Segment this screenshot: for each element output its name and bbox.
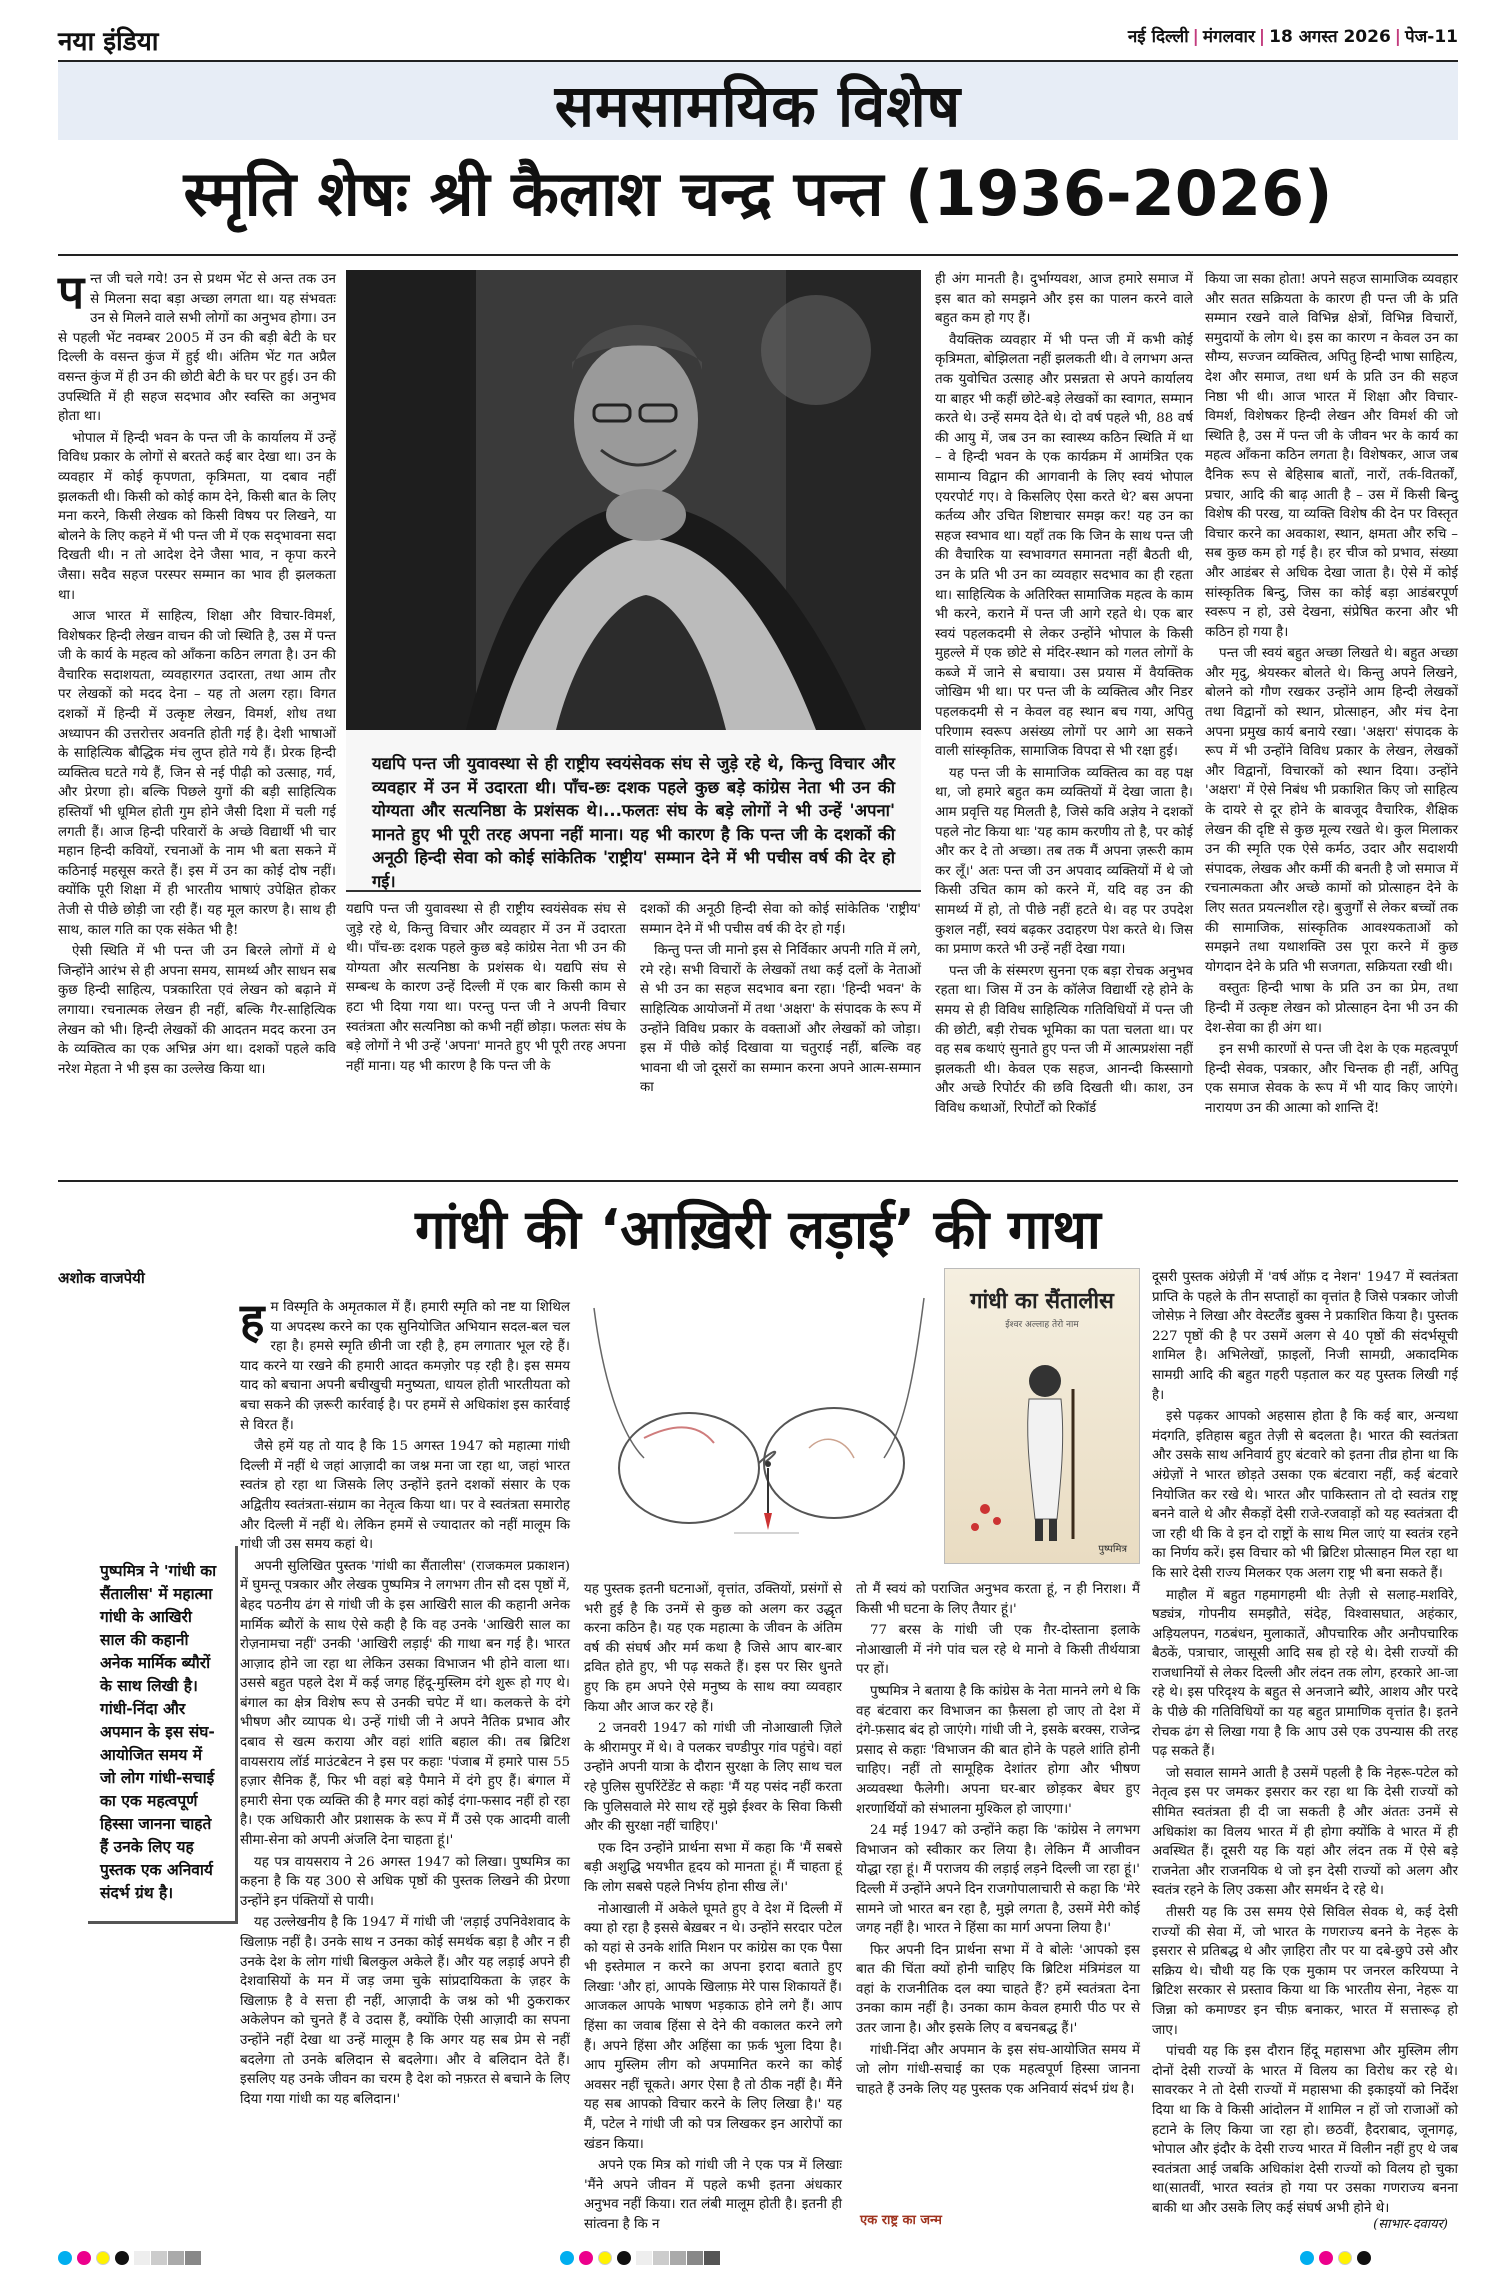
- article1-col4-para: वस्तुतः हिन्दी भाषा के प्रति उन का प्रेम, तथा हिन्दी में उत्कृष्ट लेखन को प्रोत्साहन देना भी उन की देश-सेवा का ही अंग था।: [1205, 981, 1458, 1036]
- article1-col3-para: पन्त जी के संस्मरण सुनना एक बड़ा रोचक अनुभव रहता था। जिस में उन के कॉलेज विद्यार्थी रहे होने के समय से ही विविध साहित्यिक गतिविधियों में पन्त जी की छोटी, बड़ी रोचक भूमिका का पता चलता था। पर वह सब कथाएं सुनाते हुए पन्त जी में आत्मप्रशंसा नहीं झलकती थी। केवल एक सहज, आनन्दी किस्सागो और अच्छे रिपोर्टर की छवि दिखती थी। काश, उन विविध कथाओं, रिपोर्टों को रिकॉर्ड: [935, 963, 1193, 1116]
- article1-col4-para: पन्त जी स्वयं बहुत अच्छा लिखते थे। बहुत अच्छा और मृदु, श्रेयस्कर बोलते थे। किन्तु अपने लिखने, बोलने को गौण रखकर उन्होंने आम हिन्दी लेखकों तथा विद्वानों को स्थान, प्रोत्साहन, और मंच देना अपना प्रमुख कार्य बनाये रखा। 'अक्षरा' संपादक के रूप में भी उन्होंने विविध प्रकार के लेखन, लेखकों और विद्वानों, विचारकों को स्थान दिया। उन्होंने 'अक्षरा' में ऐसे निबंध भी प्रकाशित किए जो साहित्य के दायरे से दूर होने के बावजूद वैचारिक, शैक्षिक लेखन की दृष्टि से कुछ मूल्य रखते थे। कुल मिलाकर उन की स्मृति एक ऐसे कर्मठ, उदार और सदाशयी संपादक, लेखक और कर्मी की बनती है जो समाज में रचनात्मकता और अच्छे कामों को प्रोत्साहन देने के लिए सतत प्रयत्नशील रहे। बुजुर्गों से लेकर बच्चों तक की सामाजिक, सांस्कृतिक आवश्यकताओं को समझने तथा यथाशक्ति उस पूरा करने में कुछ योगदान देने के प्रति भी सजगता, सक्रियता रखी थी।: [1205, 646, 1458, 975]
- book-subtitle: ईश्वर अल्लाह तेरो नाम: [1005, 1320, 1079, 1330]
- magenta-dot-icon: [1319, 2251, 1333, 2265]
- article2-col2-para: यह पुस्तक इतनी घटनाओं, वृत्तांत, उक्तियों, प्रसंगों से भरी हुई है कि उनमें से कुछ को अलग कर उद्धृत करना कठिन है। यह एक महात्मा के जीवन के अंतिम वर्ष की संघर्ष और मर्म कथा है जिसे आप बार-बार द्रवित होते हुए, भी पढ़ सकते हैं। इस पर सिर धुनते हुए कि हम अपने ऐसे मनुष्य के साथ क्या व्यवहार किया और आज कर रहे हैं।: [584, 1582, 842, 1715]
- gandhi-figure-icon: [945, 1269, 1141, 1565]
- article2-col3-para: गांधी-निंदा और अपमान के इस संघ-आयोजित समय में जो लोग गांधी-सचाई का एक महत्वपूर्ण हिस्सा जानना चाहते हैं उनके लिए यह पुस्तक एक अनिवार्य संदर्भ ग्रंथ है।: [856, 2042, 1140, 2097]
- yellow-dot-icon: [96, 2251, 110, 2265]
- article1-headline: स्मृति शेषः श्री कैलाश चन्द्र पन्त (1936-2026): [183, 157, 1333, 230]
- article2-col4-para: माहौल में बहुत गहमागहमी थीः तेज़ी से सलाह-मशविरे, षड्यंत्र, गोपनीय समझौते, संदेह, विश्वासघात, अहंकार, अड़ियलपन, गठबंधन, मुलाकातें, औपचारिक और अनौपचारिक बैठकें, पत्राचार, जासूसी आदि सब हो रहे थे। देसी राज्यों की राजधानियों से लेकर दिल्ली और लंदन तक लोग, हरकारे आ-जा रहे थे। इस परिदृश्य के बहुत से अनजाने ब्यौरे, आशय और परदे के पीछे की गतिविधियों का यह बहुत प्रामाणिक वृत्तांत है। इतने रोचक ढंग से लिखा गया है कि आप उसे एक उपन्यास की तरह पढ़ सकते हैं।: [1152, 1587, 1458, 1760]
- article1-col3: [935, 270, 1193, 1170]
- article1-col2b-para: किन्तु पन्त जी मानो इस से निर्विकार अपनी गति में लगे, रमे रहे। सभी विचारों के लेखकों तथा कई दलों के नेताओं से भी उन का सहज सदभाव बना रहा। 'हिन्दी भवन' के साहित्यिक आयोजनों में तथा 'अक्षरा' के संपादक के रूप में उन्होंने विविध प्रकार के वक्ताओं और लेखकों को जोड़ा। इस में पीछे कोई दिखावा या चतुराई नहीं, बल्कि वह भावना थी जो दूसरों का सम्मान करना अपने आत्म-सम्मान का: [640, 943, 921, 1096]
- article2-col3-para: पुष्पमित्र ने बताया है कि कांग्रेस के नेता मानने लगे थे कि वह बंटवारा कर विभाजन का फ़ैसला हो जाए तो देश में दंगे-फ़साद बंद हो जाएंगे। गांधी जी ने, इसके बरक्स, राजेन्द्र प्रसाद से कहाः 'विभाजन की बात होने के पहले शांति होनी चाहिए। नहीं तो सामूहिक देशांतर होगा और भीषण अव्यवस्था फैलेगी। अपना घर-बार छोड़कर बेघर हुए शरणार्थियों को संभालना मुश्किल हो जाएगा।': [856, 1683, 1140, 1817]
- registration-marks-center: [560, 2250, 721, 2266]
- article2-col3-para: फिर अपनी दिन प्रार्थना सभा में वे बोलेः 'आपको इस बात की चिंता क्यों होनी चाहिए कि ब्रिटिश मंत्रिमंडल या वहां के राजनीतिक दल क्या चाहते हैं? हमें स्वतंत्रता देना उनका काम नहीं है। उनका काम केवल हमारी पीठ पर से उतर जाना है। और इसके लिए व बचनबद्ध हैं।': [856, 1942, 1140, 2037]
- dropcap: ह: [240, 1293, 265, 1347]
- article2-col1-para: जैसे हमें यह तो याद है कि 15 अगस्त 1947 को महात्मा गांधी दिल्ली में नहीं थे जहां आज़ादी का जश्न मना जा रहा था, जहां भारत स्वतंत्र हो रहा था जिसके लिए उन्होंने इतने दशकों संसार के एक अद्वितीय स्वतंत्रता-संग्राम का नेतृत्व किया था। पर वे स्वतंत्रता समारोह और दिल्ली में नहीं थे। लेकिन हममें से ज्यादातर को नहीं मालूम कि गांधी जी उस समय कहां थे।: [240, 1439, 570, 1553]
- section-banner: [58, 60, 1458, 140]
- article1-col4: [1205, 270, 1458, 1170]
- article1-col2b-para: दशकों की अनूठी हिन्दी सेवा को कोई सांकेतिक 'राष्ट्रीय' सम्मान देने में भी पचीस वर्ष की देर हो गई।: [640, 902, 921, 937]
- portrait-illustration: [346, 270, 921, 730]
- article2-col4-para: इसे पढ़कर आपको अहसास होता है कि कई बार, अन्यथा मंदगति, इतिहास बहुत तेज़ी से बदलता है। भारत की स्वतंत्रता और उसके साथ अनिवार्य हुए बंटवारे को इतना तीव्र होना था कि अंग्रेज़ों ने भारत छोड़ते उसका एक बंटवारा नहीं, कई बंटवारे नियोजित कर रखे थे। भारत और पाकिस्तान तो दो स्वतंत्र राष्ट्र बनने वाले थे और सैकड़ों देसी राजे-रजवाड़ों को यह स्वतंत्रता दी जा रही थी कि वे इन दो राष्ट्रों के साथ मिल जाएं या स्वतंत्र रहने का निर्णय करें। इस विचार को भी ब्रिटिश प्रोत्साहन मिल रहा था कि सारे देसी राज्य मिलकर एक अलग राष्ट्र भी बना सकते हैं।: [1152, 1409, 1458, 1581]
- article2-col4: [1152, 1268, 1458, 2216]
- article1-col1-para: ऐसी स्थिति में भी पन्त जी उन बिरले लोगों में थे जिन्होंने आरंभ से ही अपना समय, सामर्थ्य और साधन सब कुछ हिन्दी साहित्य, पत्रकारिता एवं लेखन को बढ़ाने में लगाया। रचनात्मक लेखन ही नहीं, बल्कि गैर-साहित्यिक लेखन को भी। हिन्दी लेखकों की आदतन मदद करना उन के व्यक्तित्व का एक अभिन्न अंग था। दशकों पहले कवि नरेश मेहता ने भी इस का उल्लेख किया था।: [58, 944, 336, 1077]
- article2-col3: [856, 1580, 1140, 2202]
- masthead-logo: नया इंडिया: [58, 27, 159, 57]
- book-cover: [944, 1268, 1140, 1564]
- article1-col2b: [640, 900, 921, 1170]
- yellow-dot-icon: [1338, 2251, 1352, 2265]
- article1-col1: [58, 265, 336, 1170]
- subheading-nation-birth: एक राष्ट्र का जन्म: [860, 2213, 942, 2228]
- dateline-day: मंगलवार: [1202, 27, 1255, 47]
- article1-col3-para: वैयक्तिक व्यवहार में भी पन्त जी में कभी कोई कृत्रिमता, बोझिलता नहीं झलकती थी। वे लगभग अन्त तक युवोचित उत्साह और प्रसन्नता से अपने कार्यालय या बाहर भी कहीं छोटे-बड़े लेखकों का स्वागत, सम्मान करते थे। उन्हें समय देते थे। दो वर्ष पहले भी, 88 वर्ष की आयु में, जब उन का स्वास्थ्य कठिन स्थिति में था – वे हिन्दी भवन के एक कार्यक्रम में आमंत्रित एक सामान्य विद्वान की आगवानी के लिए स्वयं भोपाल एयरपोर्ट गए। वे किसलिए ऐसा करते थे? बस अपना कर्तव्य और उचित शिष्टाचार समझ कर! यह उन का सहज स्वभाव था। यहाँ तक कि जिन के साथ पन्त जी की वैचारिक या स्वभावगत समानता नहीं बैठती थी, उन के प्रति भी उन का व्यवहार सदभाव का ही रहता था। साहित्यिक के अतिरिक्त सामाजिक महत्व के काम भी करने, कराने में पन्त जी आगे रहते थे। एक बार स्वयं पहलकदमी से लेकर उन्होंने भोपाल के किसी मुहल्ले में एक छोटे से मंदिर-स्थान को गलत लोगों के कब्जे में जाने से बचाया। उस प्रयास में वैयक्तिक जोखिम भी था। पर पन्त जी के व्यक्तित्व और निडर पहलकदमी से न केवल वह स्थान बच गया, अपितु परिणाम स्वरूप असंख्य लोगों पर आगे आ सकने वाली सांस्कृतिक, सामाजिक विपदा से भी रक्षा हुई।: [935, 332, 1193, 760]
- article2-headline: गांधी की ‘आख़िरी लड़ाई’ की गाथा: [415, 1198, 1101, 1261]
- article2-col1-para: यह उल्लेखनीय है कि 1947 में गांधी जी 'लड़ाई उपनिवेशवाद के खिलाफ़ नहीं है। उनके साथ न उनका कोई समर्थक बड़ा है और न ही उनके देश के लोग गांधी बिलकुल अकेले हैं। और यह लड़ाई अपने ही देशवासियों के मन में जड़ जमा चुके सांप्रदायिकता के ज़हर के खिलाफ़ है वे सत्ता ही नहीं, आज़ादी के जश्न को भी ठुकराकर अकेलेपन को चुनते हैं वे उदास हैं, क्योंकि ऐसी आज़ादी का सपना उन्होंने नहीं देखा था उन्हें मालूम है कि अगर यह सब प्रेम से नहीं बदलेगा तो उनके बलिदान से बदलेगा। और वे बलिदान देते हैं। इसलिए यह उनके जीवन का चरम है देश को नफ़रत से बचाने के लिए दिया गया गांधी का यह बलिदान।': [240, 1915, 570, 2107]
- article2-col1: [240, 1293, 570, 2202]
- cyan-dot-icon: [560, 2251, 574, 2265]
- article2-col3-para: 24 मई 1947 को उन्होंने कहा कि 'कांग्रेस ने लगभग विभाजन को स्वीकार कर लिया है। लेकिन मैं आजीवन योद्धा रहा हूं। मैं पराजय की लड़ाई लड़ने दिल्ली जा रहा हूं।' दिल्ली में उन्होंने अपने दिन राजगोपालाचारी से कहा कि 'मेरे सामने जो भारत बन रहा है, मुझे लगता है, उसमें मेरी कोई जगह नहीं है। भारत ने हिंसा का मार्ग अपना लिया है।': [856, 1823, 1140, 1937]
- article2-col2-para: 2 जनवरी 1947 को गांधी जी नोआखाली ज़िले के श्रीरामपुर में थे। वे पलकर चण्डीपुर गांव पहुंचे। वहां उन्होंने अपनी यात्रा के दौरान सुरक्षा के लिए साथ चल रहे पुलिस सुपरिंटेंडेंट से कहाः 'मैं यह पसंद नहीं करता कि पुलिसवाले मेरे साथ रहें मुझे ईश्वर के सिवा किसी और की सुरक्षा नहीं चाहिए।': [584, 1721, 842, 1835]
- article2-col3-para: 77 बरस के गांधी जी एक ग़ैर-दोस्ताना इलाके नोआखाली में नंगे पांव चल रहे थे मानो वे किसी तीर्थयात्रा पर हों।: [856, 1623, 1140, 1678]
- dateline-city: नई दिल्ली: [1127, 27, 1189, 47]
- black-dot-icon: [1357, 2251, 1371, 2265]
- article2-col2-para: नोआखाली में अकेले घूमते हुए वे देश में दिल्ली में क्या हो रहा है इससे बेख़बर न थे। उन्होंने सरदार पटेल को यहां से उनके शांति मिशन पर कांग्रेस का एक पैसा भी इस्तेमाल न करने का अपना इरादा बताते हुए लिखाः 'और हां, आपके खिलाफ़ मेरे पास शिकायतें हैं। आजकल आपके भाषण भड़काऊ होने लगे हैं। आप हिंसा का जवाब हिंसा से देने की वकालत करने लगे हैं। अपने हिंसा और अहिंसा का फ़र्क भुला दिया है। आप मुस्लिम लीग को अपमानित करने का कोई अवसर नहीं चूकते। अगर ऐसा है तो ठीक नहीं है। मैंने यह सब आपको विचार करने के लिए लिखा है।' यह मैं, पटेल ने गांधी जी को पत्र लिखकर इन आरोपों का खंडन किया।: [584, 1901, 842, 2152]
- article1-col4-para: किया जा सका होता! अपने सहज सामाजिक व्यवहार और सतत सक्रियता के कारण ही पन्त जी के प्रति सम्मान रखने वाले विभिन्न क्षेत्रों, विभिन्न विचारों, समुदायों के लोग थे। इस का कारण न केवल उन का सौम्य, सज्जन व्यक्तित्व, अपितु हिन्दी भाषा साहित्य, देश और समाज, तथा धर्म के प्रति उन की सहज निष्ठा भी थी। आज भारत में शिक्षा और विचार-विमर्श, विशेषकर हिन्दी लेखन और विमर्श की जो स्थिति है, उस में पन्त जी के जीवन भर के कार्य का महत्व आँकना कठिन लगता है। विशेषकर, आज जब दैनिक रूप से बेहिसाब बातों, नारों, तर्क-वितर्कों, प्रचार, आदि की बाढ़ आती है – उस में किसी बिन्दु विशेष की परख, या व्यक्ति विशेष की देन पर विस्तृत विचार करने का अवकाश, स्थान, क्षमता और रुचि – सब कुछ कम हो गई है। हर चीज को प्रभाव, संख्या और आडंबर से अधिक देखा जाता है। ऐसे में कोई सांस्कृतिक बिन्दु, जिस का कोई बड़ा आडंबरपूर्ण स्वरूप न हो, उसे देखना, संप्रेषित करना और भी कठिन हो गया है।: [1205, 272, 1458, 640]
- article1-col1-para: न्त जी चले गये! उन से प्रथम भेंट से अन्त तक उन से मिलना सदा बड़ा अच्छा लगता था। यह संभवतः उन से मिलने वाले सभी लोगों का अनुभव होगा। उन से पहली भेंट नवम्बर 2005 में उन की बड़ी बेटी के घर दिल्ली के वसन्त कुंज में हुई थी। अंतिम भेंट गत अप्रैल वसन्त कुंज में ही उन की छोटी बेटी के घर पर हुई। उन की उपस्थिति में ही सहज सदभाव और स्वस्ति का अनुभव होता था।: [58, 272, 336, 425]
- book-author: पुष्पमित्र: [1098, 1544, 1127, 1555]
- portrait-photo: [346, 270, 921, 730]
- book-title: गांधी का सैंतालीस: [970, 1289, 1114, 1314]
- article1-col3-para: यह पन्त जी के सामाजिक व्यक्तित्व का वह पक्ष था, जो हमारे बहुत कम व्यक्तियों में देखा जाता है। आम प्रवृत्ति यह मिलती है, जिसे कवि अज्ञेय ने दशकों पहले नोट किया थाः 'यह काम करणीय तो है, पर कोई और कर दे तो अच्छा। तब तक मैं अपना ज़रूरी काम कर लूँ।' अतः पन्त जी उन अपवाद व्यक्तियों में थे जो किसी उचित काम को करने में, यदि वह उन की सामर्थ्य में हो, तो पीछे नहीं हटते थे। वह पर उपदेश कुशल नहीं, स्वयं बढ़कर उदाहरण पेश करते थे। जिस का प्रमाण करते भी उन्हें नहीं देखा गया।: [935, 765, 1193, 958]
- article2-col4-para: दूसरी पुस्तक अंग्रेज़ी में 'वर्ष ऑफ़ द नेशन' 1947 में स्वतंत्रता प्राप्ति के पहले के तीन सप्ताहों का वृत्तांत है जिसे पत्रकार जोजी जोसेफ़ ने लिखा और वेस्टलैंड बुक्स ने प्रकाशित किया है। पुस्तक 227 पृष्ठों की है पर उसमें अलग से 40 पृष्ठों की संदर्भसूची शामिल है। अभिलेखों, फ़ाइलों, निजी सामग्री, अकादमिक सामग्री आदि की बहुत गहरी पड़ताल कर यह पुस्तक लिखी गई है।: [1152, 1270, 1458, 1403]
- cyan-dot-icon: [1300, 2251, 1314, 2265]
- article2-col2-para: अपने एक मित्र को गांधी जी ने एक पत्र में लिखाः 'मैंने अपने जीवन में पहले कभी इतना अंधकार अनुभव नहीं किया। रात लंबी मालूम होती है। इतनी ही सांत्वना है कि न: [584, 2158, 842, 2232]
- section-title: समसामयिक विशेष: [554, 72, 962, 140]
- headline-rule: [58, 254, 1458, 256]
- article2-col1-para: म विस्मृति के अमृतकाल में हैं। हमारी स्मृति को नष्ट या शिथिल या अपदस्थ करने का एक सुनियोजित अभियान सदल-बल चल रहा है। हमसे स्मृति छीनी जा रही है, हम लगातार भूल रहे हैं। याद करने या रखने की हमारी आदत कमज़ोर पड़ रही है। इस समय याद को बचाना अपनी बचीखुची मनुष्यता, धायल होती भारतीयता को बचा सकने की ज़रूरी कार्रवाई है। पर हममें से अधिकांश इस कार्रवाई से विरत हैं।: [240, 1300, 570, 1433]
- article1-col1-para: आज भारत में साहित्य, शिक्षा और विचार-विमर्श, विशेषकर हिन्दी लेखन वाचन की जो स्थिति है, उस में पन्त जी के कार्य के महत्व को आँकना कठिन लगता है। उन की वैचारिक सदाशयता, व्यवहारगत उदारता, तथा आम तौर पर लेखकों को मदद देना – यह तो अलग रहा। विगत दशकों में हिन्दी में उत्कृष्ट लेखन, विमर्श, शोध तथा अध्यापन की उत्तरोत्तर अवनति होती गई है। देशी भाषाओं के साहित्यिक बौद्धिक मंच लुप्त होते गये हैं। प्रेरक हिन्दी व्यक्तित्व घटते गये हैं, जिन से नई पीढ़ी को उत्साह, गर्व, और प्रेरणा हो। बल्कि पिछले युगों की बड़ी साहित्यिक हस्तियाँ भी धूमिल होती गुम होने जैसी दिशा में चली गई लगती हैं। आज हिन्दी परिवारों के अच्छे विद्यार्थी भी चार महान हिन्दी कवियों, रचनाओं के नाम भी बता सकने में कठिनाई महसूस करते हैं। इस में उन का कोई दोष नहीं। क्योंकि पूरी शिक्षा में ही भारतीय भाषाएं उपेक्षित होकर तेजी से पीछे छोड़ी जा रही हैं। यह मूल कारण है। साथ ही साथ, काल गति का एक संकेत भी है!: [58, 609, 336, 938]
- article2-col4-para: जो सवाल सामने आती है उसमें पहली है कि नेहरू-पटेल को नेतृत्व इस पर जमकर इसरार कर रहा था कि देसी राज्यों को सीमित स्वतंत्रता ही दी जा सकती है और अंततः उनमें से अधिकांश का विलय भारत में ही होगा क्योंकि वे भारत में ही अवस्थित हैं। दूसरी यह कि यहां और लंदन तक में ऐसे बड़े राजनेता और राजनयिक थे जो इन देसी राज्यों को अलग और स्वतंत्र रहने के लिए उकसा और समर्थन दे रहे थे।: [1152, 1765, 1458, 1899]
- photo-caption-box: [346, 730, 921, 892]
- article1-col3-para: ही अंग मानती है। दुर्भाग्यवश, आज हमारे समाज में इस बात को समझने और इस का पालन करने वाले बहुत कम हो गए हैं।: [935, 272, 1193, 327]
- article2-col1-para: अपनी सुलिखित पुस्तक 'गांधी का सैंतालीस' (राजकमल प्रकाशन) में घुमन्तू पत्रकार और लेखक पुष्पमित्र ने लगभग तीन सौ दस पृष्ठों में, बेहद पठनीय ढंग से गांधी जी के इस आखिरी साल की कहानी अनेक मार्मिक ब्यौरों के साथ ऐसे कही है कि वह उनके 'आखिरी साल का रोज़नामचा नहीं' उनकी 'आखिरी लड़ाई' की गाथा बन गई है। भारत आज़ाद होने जा रहा था लेकिन उसका विभाजन भी होने वाला था। उससे बहुत पहले देश में कई जगह हिंदू-मुस्लिम दंगे शुरू हो गए थे। बंगाल का क्षेत्र विशेष रूप से उनकी चपेट में था। कलकत्ते के दंगे भीषण और व्यापक थे। उन्हें गांधी जी ने अपने नैतिक प्रभाव और दबाव से खत्म कराया और वहां शांति बहाल की। तब ब्रिटिश वायसराय लॉर्ड माउंटबेटन ने इस पर कहाः 'पंजाब में हमारे पास 55 हज़ार सैनिक हैं, फिर भी वहां बड़े पैमाने में दंगे हुए हैं। बंगाल में हमारी सेना एक व्यक्ति की है मगर वहां कोई दंगा-फसाद नहीं हो रहा है। एक अधिकारी और प्रशासक के रूप में मैं उसे एक आदमी वाली सीमा-सेना को अपनी अंजलि देना चाहता हूं।': [240, 1558, 570, 1849]
- spectacles-sketch: [584, 1268, 934, 1564]
- article2-col3-para: तो मैं स्वयं को पराजित अनुभव करता हूं, न ही निराश। मैं किसी भी घटना के लिए तैयार हूं।': [856, 1582, 1140, 1617]
- yellow-dot-icon: [598, 2251, 612, 2265]
- article1-col2a: [346, 900, 626, 1170]
- article1-col2a-para: यद्यपि पन्त जी युवावस्था से ही राष्ट्रीय स्वयंसेवक संघ से जुड़े रहे थे, किन्तु विचार और व्यवहार में उन में उदारता थी। पाँच-छः दशक पहले कुछ बड़े कांग्रेस नेता भी उन की योग्यता और सत्यनिष्ठा के प्रशंसक थे। यद्यपि संघ से सम्बन्ध के कारण उन्हें दिल्ली में एक बार किसी काम से हटा भी दिया गया था। परन्तु पन्त जी ने अपनी विचार स्वतंत्रता और सत्यनिष्ठा को कभी नहीं छोड़ा। फलतः संघ के बड़े लोगों ने भी उन्हें 'अपना' मानते हुए भी पूरी तरह अपना नहीं माना। यह भी कारण है कि पन्त जी के: [346, 902, 626, 1074]
- dateline-date: 18 अगस्त 2026: [1269, 27, 1391, 47]
- article2-byline: अशोक वाजपेयी: [58, 1269, 145, 1287]
- article2-col2: [584, 1580, 842, 2232]
- dropcap: प: [58, 265, 85, 319]
- black-dot-icon: [115, 2251, 129, 2265]
- source-credit: (साभार-दवायर): [1373, 2217, 1448, 2232]
- article2-col2-para: एक दिन उन्होंने प्रार्थना सभा में कहा कि 'मैं सबसे बड़ी अशुद्धि भयभीत हृदय को मानता हूं। मैं चाहता हूं कि लोग सबसे पहले निर्भय होना सीख लें।': [584, 1840, 842, 1895]
- article2-col4-para: पांचवी यह कि इस दौरान हिंदू महासभा और मुस्लिम लीग दोनों देसी राज्यों के भारत में विलय का विरोध कर रहे थे। सावरकर ने तो देसी राज्यों में महासभा की इकाइयों को निर्देश दिया था कि वे किसी आंदोलन में शामिल न हों जो राजाओं को हटाने के लिए किया जा रहा हो। छठवीं, हैदराबाद, जूनागढ़, भोपाल और इंदौर के देसी राज्य भारत में विलीन नहीं हुए थे जब स्वतंत्रता आई जबकि अधिकांश देसी राज्यों को विलय हो चुका था(सातवीं, भारत स्वतंत्र हो गया पर उसका गणराज्य बनना बाकी था और उसके लिए कई संघर्ष अभी होने थे।: [1152, 2044, 1458, 2216]
- article-divider: [58, 1180, 1458, 1182]
- article2-col4-para: तीसरी यह कि उस समय ऐसे सिविल सेवक थे, कई देसी राज्यों की सेवा में, जो भारत के गणराज्य बनने के नेहरू के इसरार से प्रतिबद्ध थे और ज़ाहिरा तौर पर या दबे-छुपे उसे और सक्रिय थे। चौथी यह कि एक मुकाम पर जनरल करियप्पा ने ब्रिटिश सरकार से प्रस्ताव किया था कि भारतीय सेना, नेहरू या जिन्ना को कमाण्डर इन चीफ़ बनाकर, भारत में सत्तारूढ़ हो जाए।: [1152, 1905, 1458, 2038]
- dateline-page: पेज-11: [1405, 27, 1458, 47]
- registration-marks-left: [58, 2250, 202, 2266]
- pull-quote: पुष्पमित्र ने 'गांधी का सैंतालीस' में महात्मा गांधी के आखिरी साल की कहानी अनेक मार्मिक ब्यौरों के साथ लिखी है। गांधी-निंदा और अपमान के इस संघ-आयोजित समय में जो लोग गांधी-सचाई का एक महत्वपूर्ण हिस्सा जानना चाहते हैं उनके लिए यह पुस्तक एक अनिवार्य संदर्भ ग्रंथ है।: [100, 1562, 217, 1902]
- article2-col1-para: यह पत्र वायसराय ने 26 अगस्त 1947 को लिखा। पुष्पमित्र का कहना है कि यह 300 से अधिक पृष्ठों की पुस्तक लिखने की प्रेरणा उन्होंने इन पंक्तियों से पायी।: [240, 1854, 570, 1909]
- registration-marks-right: [1300, 2250, 1376, 2266]
- glasses-illustration: [584, 1268, 934, 1564]
- black-dot-icon: [617, 2251, 631, 2265]
- photo-caption: यद्यपि पन्त जी युवावस्था से ही राष्ट्रीय स्वयंसेवक संघ से जुड़े रहे थे, किन्तु विचार और व्यवहार में उन में उदारता थी। पाँच-छः दशक पहले कुछ बड़े कांग्रेस नेता भी उन की योग्यता और सत्यनिष्ठा के प्रशंसक थे।...फलतः संघ के बड़े लोगों ने भी उन्हें 'अपना' मानते हुए भी पूरी तरह अपना नहीं माना। यह भी कारण है कि पन्त जी के दशकों की अनूठी हिन्दी सेवा को कोई सांकेतिक 'राष्ट्रीय' सम्मान देने में भी पचीस वर्ष की देर हो गई।: [372, 754, 895, 891]
- magenta-dot-icon: [579, 2251, 593, 2265]
- article1-col1-para: भोपाल में हिन्दी भवन के पन्त जी के कार्यालय में उन्हें विविध प्रकार के लोगों से बरतते कई बार देखा था। उन के व्यवहार में कोई कृपणता, कृत्रिमता, या दबाव नहीं झलकती थी। किसी को कोई काम देने, किसी बात के लिए मना करने, किसी लेखक को किसी विषय पर लिखने, या बोलने के लिए कहने में भी पन्त जी में एक सद्‌भावना सदा दिखती थी। न तो आदेश देने जैसा भाव, न कृपा करने जैसा। सदैव सहज परस्पर सम्मान का भाव ही झलकता था।: [58, 430, 336, 603]
- dateline: नई दिल्ली | मंगलवार | 18 अगस्त 2026 | पेज-11: [1127, 27, 1458, 47]
- cyan-dot-icon: [58, 2251, 72, 2265]
- magenta-dot-icon: [77, 2251, 91, 2265]
- article1-col4-para: इन सभी कारणों से पन्त जी देश के एक महत्वपूर्ण हिन्दी सेवक, पत्रकार, और चिन्तक ही नहीं, अपितु एक समाज सेवक के रूप में भी याद किए जाएंगे। नारायण उन की आत्मा को शान्ति दें!: [1205, 1042, 1458, 1116]
